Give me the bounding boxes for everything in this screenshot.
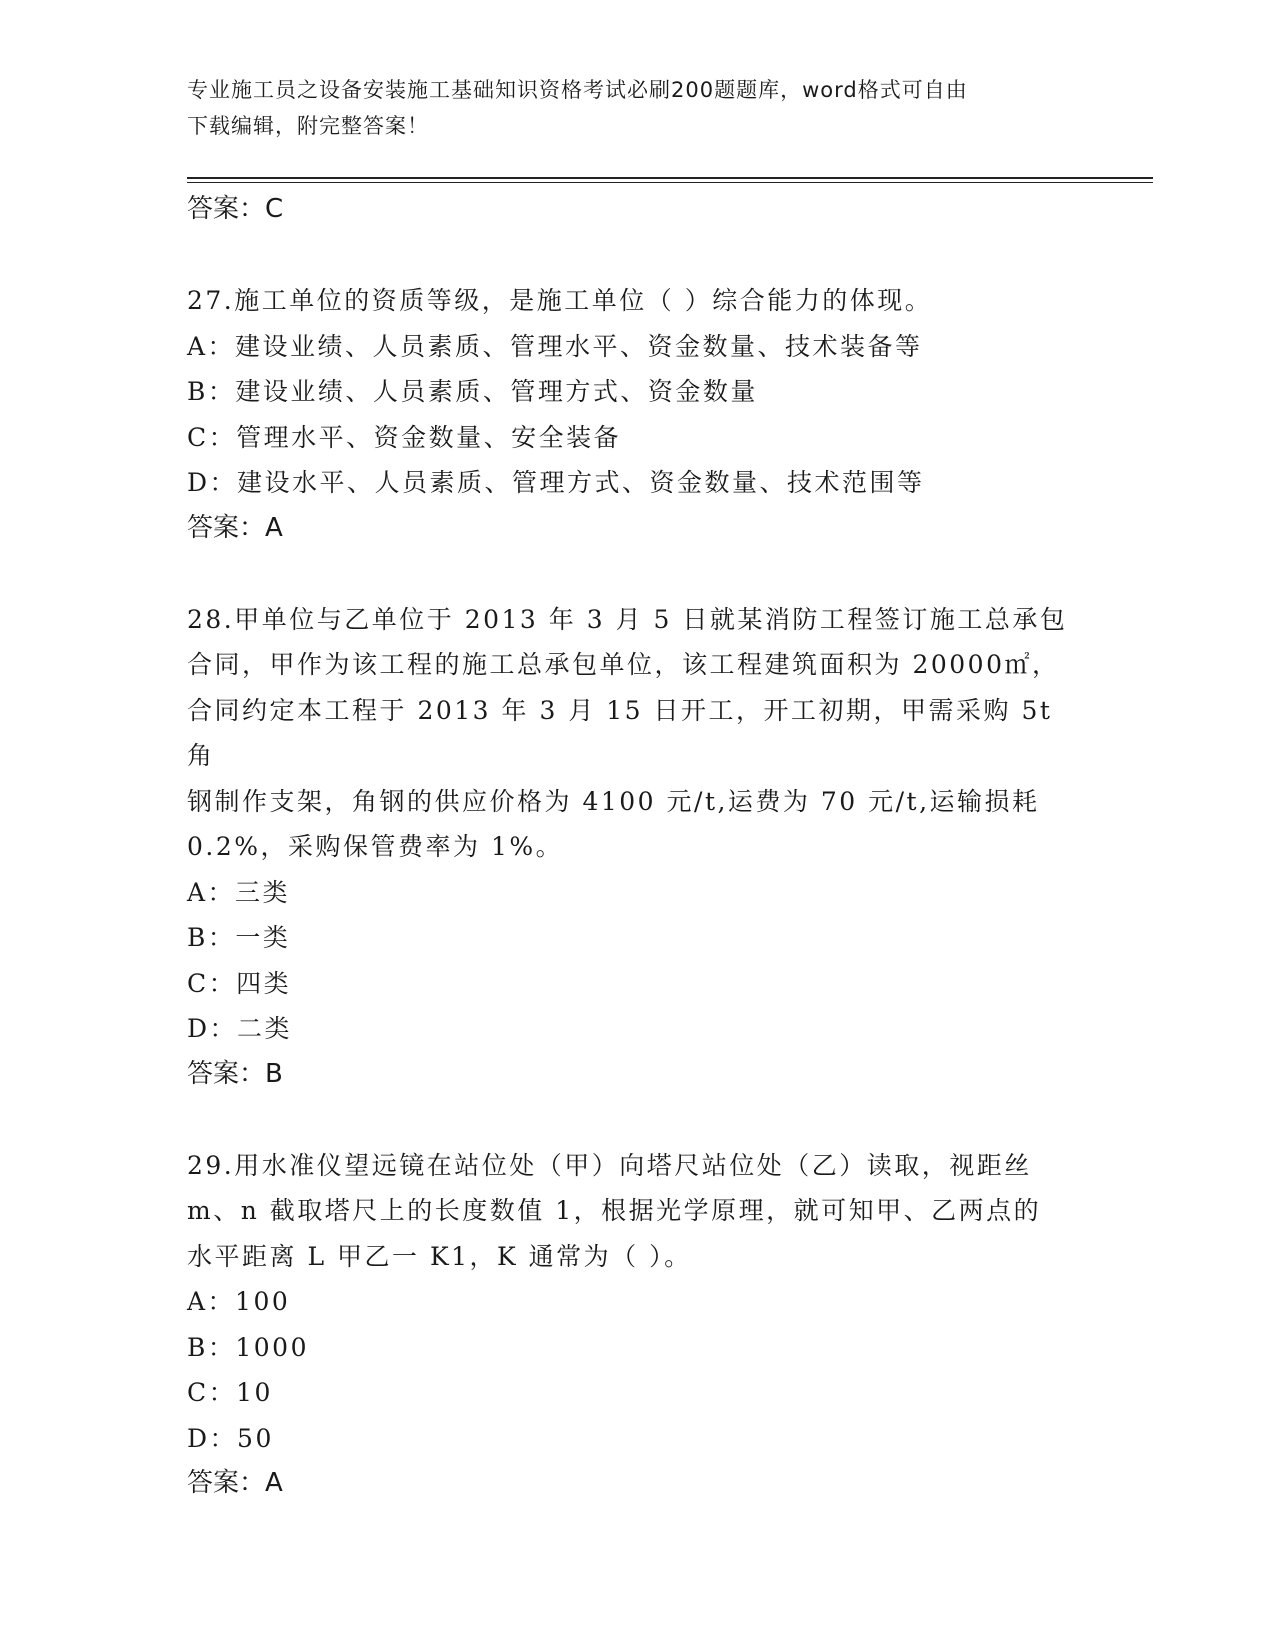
option-b: B：一类 <box>187 923 291 952</box>
option-b: B：建设业绩、人员素质、管理方式、资金数量 <box>187 377 758 406</box>
option-c: C：四类 <box>187 968 292 998</box>
question-text: 0.2%，采购保管费率为 1%。 <box>187 832 564 861</box>
option-a: A：建设业绩、人员素质、管理水平、资金数量、技术装备等 <box>187 331 923 361</box>
question-text: 水平距离 L 甲乙一 K1，K 通常为（ ）。 <box>187 1241 692 1271</box>
option-c: C：管理水平、资金数量、安全装备 <box>187 422 622 452</box>
option-a: A：三类 <box>187 877 291 907</box>
question-text: 钢制作支架，角钢的供应价格为 4100 元/t,运费为 70 元/t,运输损耗 <box>187 786 1040 816</box>
question-text: 27.施工单位的资质等级，是施工单位（ ）综合能力的体现。 <box>187 286 933 315</box>
answer-previous: 答案：C <box>187 194 284 224</box>
spacer <box>187 233 1087 279</box>
option-d: D：二类 <box>187 1014 293 1043</box>
spacer <box>187 1097 1087 1143</box>
question-text: m、n 截取塔尺上的长度数值 1，根据光学原理，就可知甲、乙两点的 <box>187 1196 1042 1225</box>
option-d: D：建设水平、人员素质、管理方式、资金数量、技术范围等 <box>187 468 925 497</box>
header-divider-thin <box>187 182 1153 183</box>
answer: 答案：B <box>187 1058 283 1089</box>
header-line-2: 下载编辑，附完整答案！ <box>187 114 429 138</box>
header-line-1: 专业施工员之设备安装施工基础知识资格考试必刷200题题库，word格式可自由 <box>187 78 968 102</box>
document-body <box>187 187 1087 1507</box>
spacer <box>187 551 1087 597</box>
question-27 <box>187 278 1087 551</box>
answer: 答案：A <box>187 512 283 543</box>
header-divider-thick <box>187 177 1153 179</box>
option-a: A：100 <box>187 1287 291 1316</box>
answer: 答案：A <box>187 1468 283 1498</box>
page-header <box>187 72 1087 144</box>
question-text: 28.甲单位与乙单位于 2013 年 3 月 5 日就某消防工程签订施工总承包 <box>187 604 1068 634</box>
option-d: D：50 <box>187 1423 274 1453</box>
question-28 <box>187 597 1087 1098</box>
question-text: 合同，甲作为该工程的施工总承包单位，该工程建筑面积为 20000㎡， <box>187 650 1060 679</box>
question-text: 合同约定本工程于 2013 年 3 月 15 日开工，开工初期，甲需采购 5t 角 <box>187 695 1053 770</box>
question-text: 29.用水准仪望远镜在站位处（甲）向塔尺站位处（乙）读取，视距丝 <box>187 1150 1032 1180</box>
question-29 <box>187 1143 1087 1507</box>
option-c: C：10 <box>187 1378 273 1407</box>
option-b: B：1000 <box>187 1332 309 1362</box>
